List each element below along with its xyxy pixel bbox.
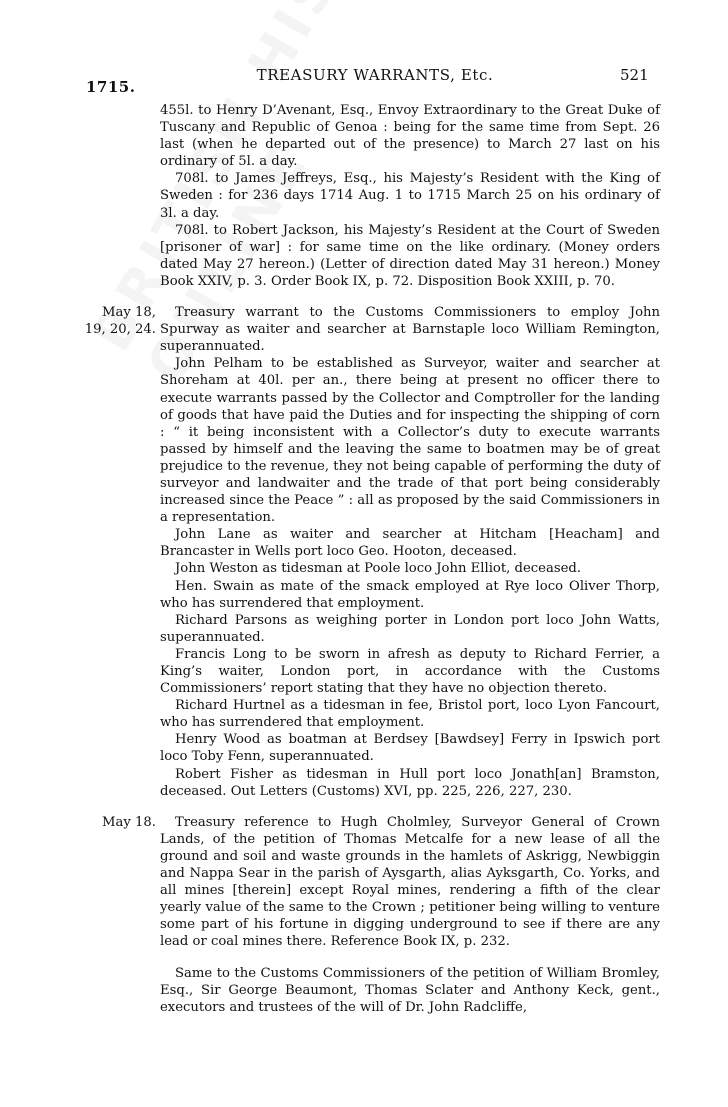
paragraph: Richard Hurtnel as a tidesman in fee, Bristol port, loco Lyon Fancourt, who has surrendered that employment. [160,698,660,731]
paragraph: Hen. Swain as mate of the smack employed at Rye loco Oliver Thorp, who has surrendered that employment. [160,578,660,611]
running-title: TREASURY WARRANTS, Etc. [256,66,494,84]
margin-year: 1715. [86,78,136,96]
margin-date: May 18. [102,814,156,830]
paragraph: Francis Long to be sworn in afresh as deputy to Richard Ferrier, a King’s waiter, London port, in accordance with the Customs Commissioners’ report stating that they have no objection thereto. [160,646,660,697]
entry [160,102,660,290]
paragraph: Henry Wood as boatman at Berdsey [Bawdsey] Ferry in Ipswich port loco Toby Fenn, superannuated. [160,732,660,765]
paragraph: Same to the Customs Commissioners of the petition of William Bromley, Esq., Sir George Beaumont, Thomas Sclater and Anthony Keck, gent., executors and trustees of the will of Dr. John Radcliffe, [160,965,660,1015]
page-number: 521 [620,66,649,84]
paragraph: Richard Parsons as weighing porter in London port loco John Watts, superannuated. [160,612,660,645]
paragraph: 455l. to Henry D’Avenant, Esq., Envoy Extraordinary to the Great Duke of Tuscany and Republic of Genoa : being for the same time from Sept. 26 last (when he departed out of the presence) to March 27 last on his ordinary of 5l. a day. [160,103,660,170]
margin-date: May 18, 19, 20, 24. [84,305,156,338]
paragraph: Robert Fisher as tidesman in Hull port loco Jonath[an] Bramston, deceased. Out Letters (Customs) XVI, pp. 225, 226, 227, 230. [160,766,660,799]
paragraph: Treasury reference to Hugh Cholmley, Surveyor General of Crown Lands, of the petition of Thomas Metcalfe for a new lease of all the ground and soil and waste grounds in the hamlets of Askrigg, Newbiggin and Nappa Sear in the parish of Aysgarth, alias Ayksgarth, Co. Yorks, and all mines [therein] except Royal mines, rendering a fifth of the clear yearly value of the same to the Crown ; petitioner being willing to venture some part of his fortune in digging underground to see if there are any lead or coal mines there. Reference Book IX, p. 232. [160,814,660,950]
document-body [84,102,660,1030]
paragraph: John Lane as waiter and searcher at Hitcham [Heacham] and Brancaster in Wells port loco Geo. Hooton, deceased. [160,527,660,560]
paragraph: Treasury warrant to the Customs Commissioners to employ John Spurway as waiter and searcher at Barnstaple loco William Remington, superannuated. [160,305,660,355]
paragraph: 708l. to Robert Jackson, his Majesty’s Resident at the Court of Sweden [prisoner of war] : for same time on the like ordinary. (Money orders dated May 27 hereon.) (Letter of direction dated May 31 hereon.) Money Book XXIV, p. 3. Order Book IX, p. 72. Disposition Book XXIII, p. 70. [160,222,660,289]
entry [84,304,660,800]
entry [160,965,660,1016]
paragraph: John Pelham to be established as Surveyor, waiter and searcher at Shoreham at 40l. per an., there being at present no officer there to execute warrants passed by the Collector and Comptroller for the landing of goods that have paid the Duties and for inspecting the shipping of corn : “ it being inconsistent with a Collector’s duty to execute warrants passed by himself and the leaving the same to boatmen may be of great prejudice to the revenue, they not being capable of performing the duty of surveyor and landwaiter and the trade of that port being considerably increased since the Peace ” : all as proposed by the said Commissioners in a representation. [160,356,660,526]
paragraph: 708l. to James Jeffreys, Esq., his Majesty’s Resident with the King of Sweden : for 236 days 1714 Aug. 1 to 1715 March 25 on his ordinary of 3l. a day. [160,171,660,221]
entry [102,814,660,951]
paragraph: John Weston as tidesman at Poole loco John Elliot, deceased. [175,561,582,577]
